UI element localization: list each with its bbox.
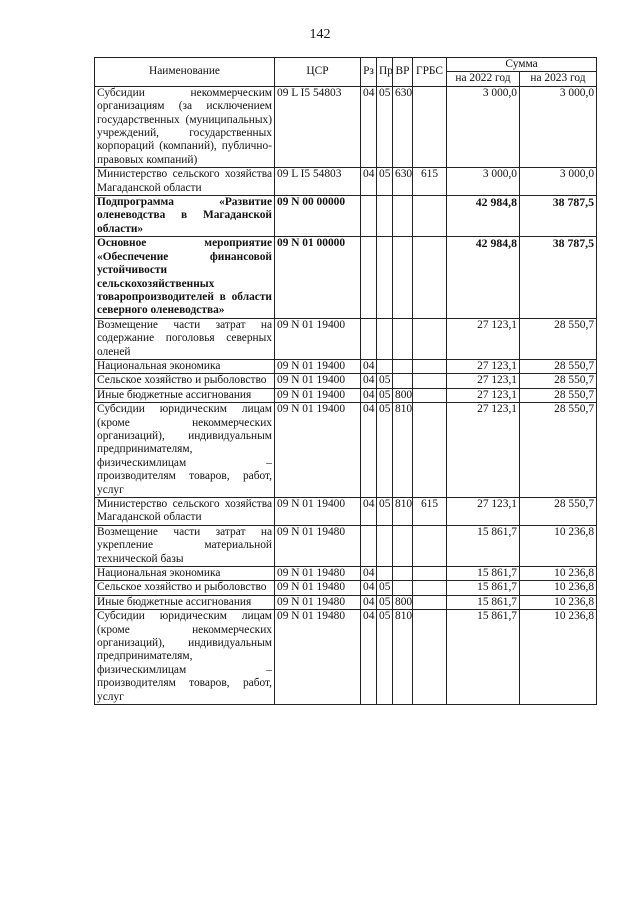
table-row <box>95 359 597 373</box>
row-sum-2022: 42 984,8 <box>447 196 520 237</box>
row-grbs <box>413 610 447 705</box>
row-pr <box>377 237 393 318</box>
row-csr: 09 N 01 19480 <box>275 567 361 581</box>
row-rz: 04 <box>361 610 377 705</box>
row-pr <box>377 359 393 373</box>
header-grbs: ГРБС <box>413 58 447 87</box>
row-vr <box>393 196 413 237</box>
row-pr: 05 <box>377 595 393 609</box>
table-row <box>95 388 597 402</box>
row-csr: 09 N 01 00000 <box>275 237 361 318</box>
row-vr: 810 <box>393 498 413 526</box>
row-sum-2023: 3 000,0 <box>520 168 597 196</box>
row-vr <box>393 374 413 388</box>
row-grbs <box>413 86 447 167</box>
row-sum-2022: 27 123,1 <box>447 498 520 526</box>
table-header <box>95 58 597 87</box>
row-csr: 09 N 01 19480 <box>275 525 361 566</box>
row-grbs <box>413 567 447 581</box>
row-name: Возмещение части затрат на содержание поголовья северных оленей <box>95 318 275 359</box>
row-vr <box>393 237 413 318</box>
row-name: Иные бюджетные ассигнования <box>95 595 275 609</box>
row-name: Субсидии юридическим лицам (кроме некоммерческих организаций), индивидуальным предпринимателям, физическимлицам – производителям товаров, работ, услуг <box>95 610 275 705</box>
row-grbs <box>413 595 447 609</box>
row-name: Национальная экономика <box>95 359 275 373</box>
table-row <box>95 525 597 566</box>
row-vr: 630 <box>393 86 413 167</box>
row-rz: 04 <box>361 359 377 373</box>
row-csr: 09 N 01 19480 <box>275 581 361 595</box>
row-grbs <box>413 403 447 498</box>
row-rz: 04 <box>361 581 377 595</box>
row-name: Министерство сельского хозяйства Магаданской области <box>95 168 275 196</box>
row-grbs: 615 <box>413 168 447 196</box>
row-rz: 04 <box>361 168 377 196</box>
row-pr: 05 <box>377 403 393 498</box>
row-rz: 04 <box>361 567 377 581</box>
table-row <box>95 403 597 498</box>
table-row <box>95 581 597 595</box>
row-vr: 800 <box>393 388 413 402</box>
row-sum-2023: 28 550,7 <box>520 318 597 359</box>
row-grbs: 615 <box>413 498 447 526</box>
row-name: Национальная экономика <box>95 567 275 581</box>
row-sum-2023: 10 236,8 <box>520 525 597 566</box>
row-grbs <box>413 237 447 318</box>
row-name: Министерство сельского хозяйства Магаданской области <box>95 498 275 526</box>
row-sum-2022: 42 984,8 <box>447 237 520 318</box>
header-vr: ВР <box>393 58 413 87</box>
row-pr: 05 <box>377 168 393 196</box>
row-sum-2022: 27 123,1 <box>447 374 520 388</box>
row-rz: 04 <box>361 498 377 526</box>
header-name: Наименование <box>95 58 275 87</box>
table-row <box>95 318 597 359</box>
row-csr: 09 N 01 19400 <box>275 359 361 373</box>
row-name: Субсидии некоммерческим организациям (за исключением государственных (муниципальных) учреждений, государственных корпораций (компаний), публично-правовых компаний) <box>95 86 275 167</box>
row-sum-2022: 27 123,1 <box>447 403 520 498</box>
row-vr <box>393 567 413 581</box>
header-year-2022: на 2022 год <box>447 72 520 86</box>
row-pr: 05 <box>377 610 393 705</box>
row-rz <box>361 196 377 237</box>
row-name: Сельское хозяйство и рыболовство <box>95 374 275 388</box>
row-rz <box>361 237 377 318</box>
row-pr <box>377 525 393 566</box>
row-pr <box>377 318 393 359</box>
row-rz <box>361 318 377 359</box>
header-sum: Сумма <box>447 58 597 72</box>
row-csr: 09 N 01 19480 <box>275 610 361 705</box>
row-sum-2022: 27 123,1 <box>447 318 520 359</box>
row-sum-2023: 10 236,8 <box>520 581 597 595</box>
row-name: Возмещение части затрат на укрепление материальной технической базы <box>95 525 275 566</box>
row-vr <box>393 359 413 373</box>
row-grbs <box>413 374 447 388</box>
row-csr: 09 N 01 19400 <box>275 403 361 498</box>
table-row <box>95 610 597 705</box>
row-name: Иные бюджетные ассигнования <box>95 388 275 402</box>
row-sum-2023: 28 550,7 <box>520 498 597 526</box>
row-sum-2022: 15 861,7 <box>447 610 520 705</box>
row-vr: 810 <box>393 610 413 705</box>
row-grbs <box>413 525 447 566</box>
row-grbs <box>413 318 447 359</box>
row-pr: 05 <box>377 581 393 595</box>
row-sum-2023: 28 550,7 <box>520 374 597 388</box>
row-sum-2022: 15 861,7 <box>447 595 520 609</box>
table-row <box>95 86 597 167</box>
row-rz: 04 <box>361 86 377 167</box>
row-sum-2022: 15 861,7 <box>447 525 520 566</box>
row-pr: 05 <box>377 498 393 526</box>
row-pr: 05 <box>377 374 393 388</box>
row-csr: 09 N 01 19400 <box>275 498 361 526</box>
row-sum-2022: 15 861,7 <box>447 567 520 581</box>
table-row <box>95 237 597 318</box>
row-sum-2022: 3 000,0 <box>447 168 520 196</box>
row-sum-2022: 15 861,7 <box>447 581 520 595</box>
budget-table <box>94 57 597 705</box>
row-rz: 04 <box>361 595 377 609</box>
row-name: Субсидии юридическим лицам (кроме некоммерческих организаций), индивидуальным предпринимателям, физическимлицам – производителям товаров, работ, услуг <box>95 403 275 498</box>
row-csr: 09 N 01 19400 <box>275 318 361 359</box>
row-sum-2023: 38 787,5 <box>520 237 597 318</box>
row-name: Основное мероприятие «Обеспечение финансовой устойчивости сельскохозяйственных товаропроизводителей в области северного оленеводства» <box>95 237 275 318</box>
row-rz: 04 <box>361 374 377 388</box>
page-number: 142 <box>309 27 331 42</box>
row-pr <box>377 196 393 237</box>
row-csr: 09 N 01 19480 <box>275 595 361 609</box>
row-csr: 09 N 00 00000 <box>275 196 361 237</box>
row-vr: 800 <box>393 595 413 609</box>
row-csr: 09 N 01 19400 <box>275 388 361 402</box>
row-sum-2023: 28 550,7 <box>520 359 597 373</box>
row-pr <box>377 567 393 581</box>
row-sum-2023: 28 550,7 <box>520 403 597 498</box>
row-pr: 05 <box>377 388 393 402</box>
row-rz <box>361 525 377 566</box>
table-row <box>95 196 597 237</box>
row-grbs <box>413 388 447 402</box>
row-name: Сельское хозяйство и рыболовство <box>95 581 275 595</box>
row-name: Подпрограмма «Развитие оленеводства в Магаданской области» <box>95 196 275 237</box>
row-sum-2023: 10 236,8 <box>520 610 597 705</box>
row-sum-2022: 27 123,1 <box>447 388 520 402</box>
row-vr <box>393 318 413 359</box>
row-rz: 04 <box>361 403 377 498</box>
row-vr <box>393 581 413 595</box>
row-grbs <box>413 196 447 237</box>
header-csr: ЦСР <box>275 58 361 87</box>
header-year-2023: на 2023 год <box>520 72 597 86</box>
row-csr: 09 N 01 19400 <box>275 374 361 388</box>
row-csr: 09 L I5 54803 <box>275 86 361 167</box>
row-sum-2023: 28 550,7 <box>520 388 597 402</box>
row-grbs <box>413 359 447 373</box>
row-sum-2022: 27 123,1 <box>447 359 520 373</box>
row-csr: 09 L I5 54803 <box>275 168 361 196</box>
row-vr <box>393 525 413 566</box>
row-grbs <box>413 581 447 595</box>
row-sum-2023: 10 236,8 <box>520 567 597 581</box>
row-pr: 05 <box>377 86 393 167</box>
header-pr: Пр <box>377 58 393 87</box>
row-sum-2023: 10 236,8 <box>520 595 597 609</box>
row-sum-2023: 3 000,0 <box>520 86 597 167</box>
table-row <box>95 498 597 526</box>
row-sum-2023: 38 787,5 <box>520 196 597 237</box>
table-row <box>95 168 597 196</box>
row-rz: 04 <box>361 388 377 402</box>
header-rz: Рз <box>361 58 377 87</box>
table-row <box>95 567 597 581</box>
table-row <box>95 374 597 388</box>
row-vr: 810 <box>393 403 413 498</box>
row-sum-2022: 3 000,0 <box>447 86 520 167</box>
table-body <box>95 86 597 704</box>
row-vr: 630 <box>393 168 413 196</box>
table-row <box>95 595 597 609</box>
